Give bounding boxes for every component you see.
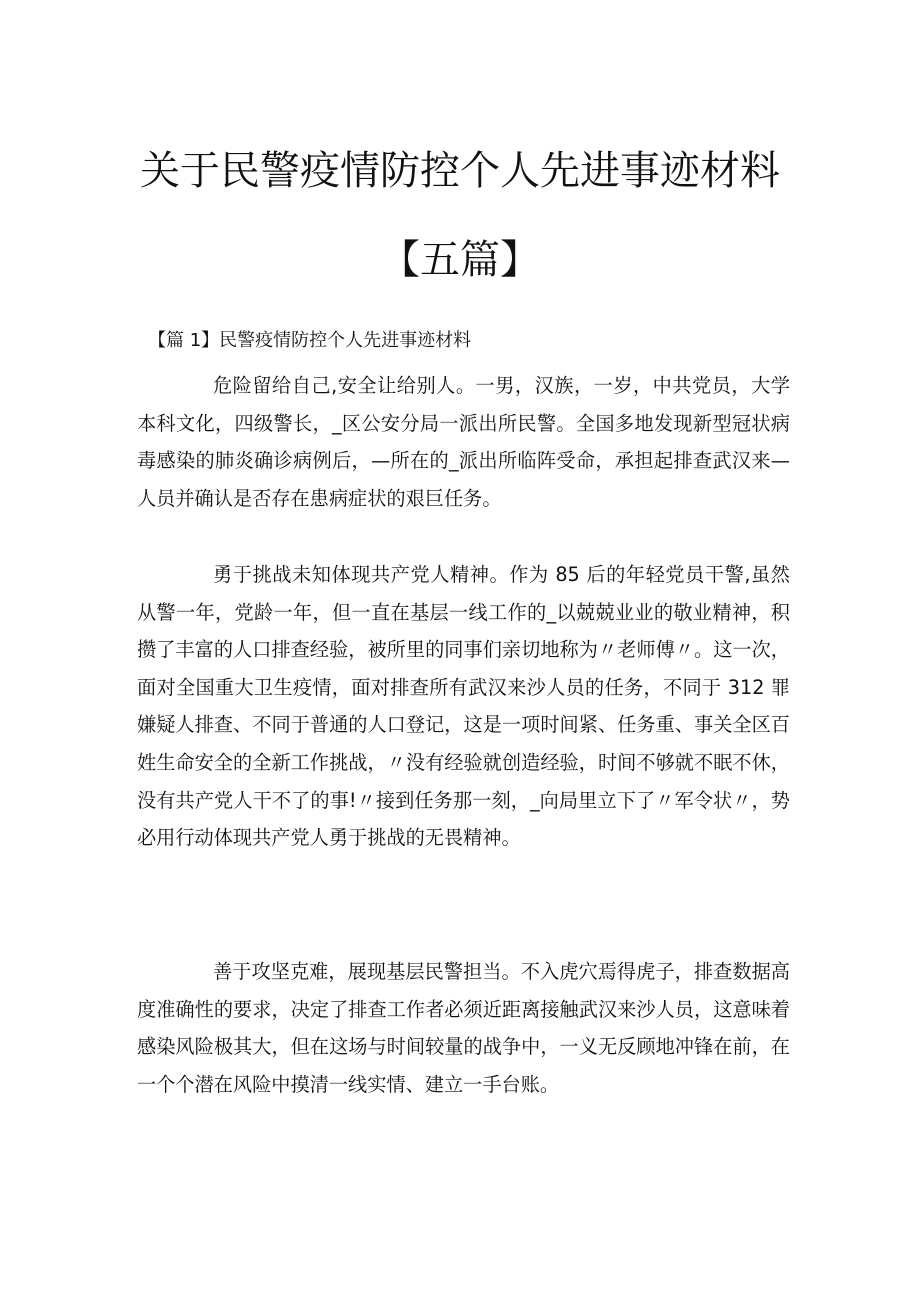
document-subtitle: 【五篇】: [380, 237, 540, 283]
document-title: 关于民警疫情防控个人先进事迹材料: [140, 148, 780, 194]
body-paragraph-2: 勇于挑战未知体现共产党人精神。作为 85 后的年轻党员干警,虽然从警一年，党龄一年，但一直在基层一线工作的_以兢兢业业的敬业精神，积攒了丰富的人口排查经验，被所里的同事们亲切地称为〃老师傅〃。这一次，面对全国重大卫生疫情，面对排查所有武汉来沙人员的任务，不同于 312 罪嫌疑人排查、不同于普通的人口登记，这是一项时间紧、任务重、事关全区百姓生命安全的全新工作挑战，〃没有经验就创造经验，时间不够就不眠不休，没有共产党人干不了的事!〃接到任务那一刻，_向局里立下了〃军令状〃，势必用行动体现共产党人勇于挑战的无畏精神。: [137, 563, 790, 850]
body-paragraph-3: 善于攻坚克难，展现基层民警担当。不入虎穴焉得虎子，排查数据高度准确性的要求，决定了排查工作者必须近距离接触武汉来沙人员，这意味着感染风险极其大，但在这场与时间较量的战争中，一义无反顾地冲锋在前，在一个个潜在风险中摸清一线实情、建立一手台账。: [137, 960, 790, 1096]
section-heading: 【篇 1】民警疫情防控个人先进事迹材料: [148, 330, 472, 351]
body-paragraph-1: 危险留给自己,安全让给别人。一男，汉族，一岁，中共党员，大学本科文化，四级警长，_区公安分局一派出所民警。全国多地发现新型冠状病毒感染的肺炎确诊病例后，—所在的_派出所临阵受命，承担起排查武汉来—人员并确认是否存在患病症状的艰巨任务。: [137, 374, 790, 510]
